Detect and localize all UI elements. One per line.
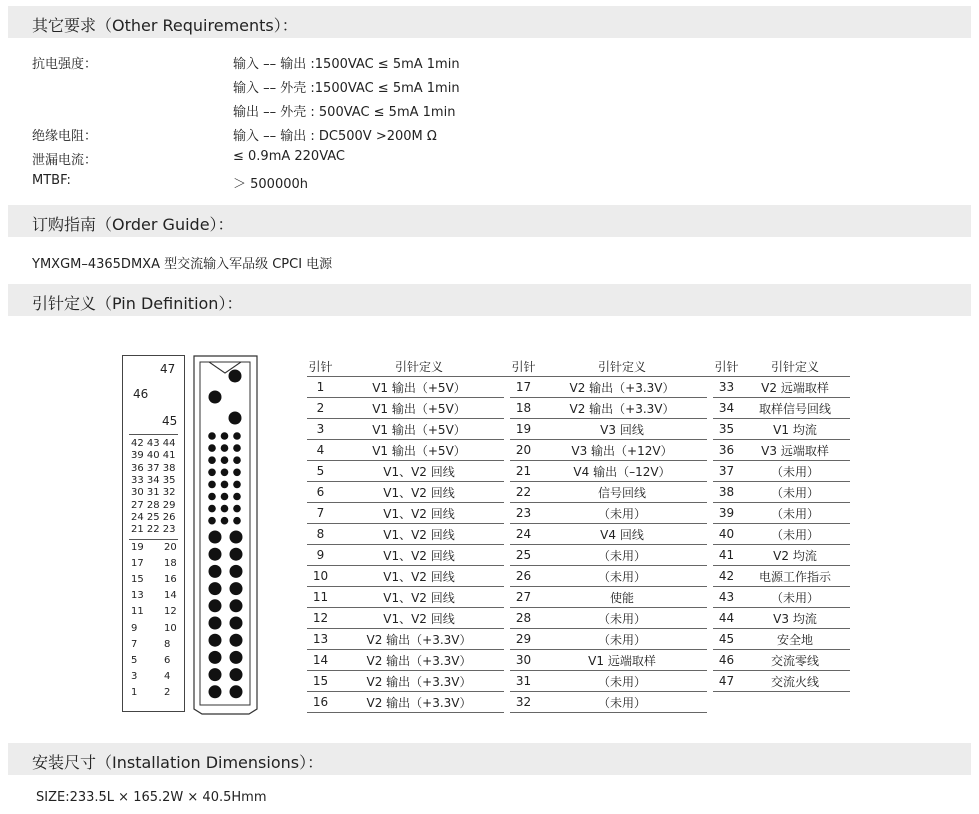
pin-definition-cell: （未用）: [740, 461, 850, 482]
pin-definition-cell: V2 输出（+3.3V）: [537, 398, 707, 419]
pin-definition-cell: 安全地: [740, 629, 850, 650]
pin-definition-cell: V2 输出（+3.3V）: [537, 377, 707, 398]
pin-definition-cell: （未用）: [537, 545, 707, 566]
requirement-value: 输出 –– 外壳 : 500VAC ≤ 5mA 1min: [233, 105, 456, 120]
table-row: [307, 629, 850, 650]
pin-definition-cell: 使能: [537, 587, 707, 608]
header-definition: 引针定义: [394, 360, 443, 374]
pin-number-cell: 25: [510, 545, 537, 566]
pin-dot-45: [229, 412, 242, 425]
pin-dot-large: [209, 634, 222, 647]
pin-number-cell: 2: [307, 398, 334, 419]
pin-dot-large: [209, 617, 222, 630]
pin-number-cell: 42: [713, 566, 740, 587]
pin-dot-small: [233, 493, 241, 501]
requirement-value: ≤ 0.9mA 220VAC: [233, 149, 346, 164]
pin-definition-cell: V1、V2 回线: [334, 503, 504, 524]
pin-definition-cell: V1 输出（+5V）: [334, 419, 504, 440]
pin-definition-cell: （未用）: [740, 587, 850, 608]
pin-number-cell: 24: [510, 524, 537, 545]
pin-definition-table: [307, 357, 850, 713]
large-pin-label-right: 16: [164, 574, 177, 586]
pin-dot-large: [209, 548, 222, 561]
chart-divider: [129, 434, 178, 435]
large-pin-label-left: 5: [131, 654, 138, 666]
pin-definition-cell: [740, 692, 850, 713]
table-row: [307, 398, 850, 419]
pin-dot-small: [233, 481, 241, 489]
pin-number-cell: 7: [307, 503, 334, 524]
pin-definition-cell: V1 远端取样: [537, 650, 707, 671]
large-pin-label-right: 20: [164, 542, 177, 553]
pin-number-cell: 23: [510, 503, 537, 524]
pin-number-cell: 1: [307, 377, 334, 398]
pin-definition-cell: V1 输出（+5V）: [334, 398, 504, 419]
pin-number-cell: 5: [307, 461, 334, 482]
large-pin-label-right: 12: [164, 606, 177, 618]
requirement-value: ＞ 500000h: [233, 177, 308, 192]
pin-definition-cell: （未用）: [537, 608, 707, 629]
pin-dot-small: [221, 517, 229, 525]
pin-dot-small: [208, 444, 216, 452]
pin-dot-small: [221, 456, 229, 464]
pin-number-cell: 41: [713, 545, 740, 566]
pin-definition-cell: 取样信号回线: [740, 398, 850, 419]
pin-definition-cell: （未用）: [537, 671, 707, 692]
large-pin-label-left: 7: [131, 638, 138, 650]
section-other-requirements: [8, 6, 971, 38]
pin-number-cell: 43: [713, 587, 740, 608]
pin-number-cell: 47: [713, 671, 740, 692]
pin-number-cell: 9: [307, 545, 334, 566]
pin-dot-small: [208, 456, 216, 464]
header-definition: 引针定义: [770, 360, 819, 374]
table-row: [307, 692, 850, 713]
pin-number-cell: 35: [713, 419, 740, 440]
pin-definition-cell: V2 输出（+3.3V）: [334, 650, 504, 671]
pin-dot-small: [208, 481, 216, 489]
section-order-guide: [8, 205, 971, 237]
pin-number-cell: 27: [510, 587, 537, 608]
header-pin: 引针: [511, 360, 536, 374]
header-pin: 引针: [308, 360, 333, 374]
pin-dot-small: [221, 469, 229, 477]
pin-dot-large: [209, 531, 222, 544]
pin-definition-cell: V3 回线: [537, 419, 707, 440]
pin-dot-large: [230, 599, 243, 612]
pin-number-cell: 33: [713, 377, 740, 398]
section-pin-definition: [8, 284, 971, 316]
pin-dot-large: [209, 651, 222, 664]
pin-dot-large: [230, 685, 243, 698]
pin-dot-small: [233, 469, 241, 477]
small-pin-row-label: 27 28 29: [131, 499, 176, 511]
small-pin-row-label: 39 40 41: [131, 450, 176, 462]
pin-number-cell: 39: [713, 503, 740, 524]
pin-number-cell: 11: [307, 587, 334, 608]
requirement-label: MTBF:: [32, 173, 71, 188]
pin-number-cell: 44: [713, 608, 740, 629]
pin-definition-cell: V1、V2 回线: [334, 587, 504, 608]
chart-divider: [129, 539, 178, 540]
pin-number-cell: 14: [307, 650, 334, 671]
order-model-text: YMXGM–4365DMXA 型交流输入军品级 CPCI 电源: [32, 257, 333, 272]
pin-dot-small: [208, 517, 216, 525]
large-pin-label-left: 17: [131, 558, 144, 570]
pin-definition-cell: 交流火线: [740, 671, 850, 692]
pin-definition-cell: V1、V2 回线: [334, 566, 504, 587]
pin-definition-cell: （未用）: [740, 482, 850, 503]
table-row: [307, 608, 850, 629]
table-row: [307, 377, 850, 398]
pin-number-cell: 15: [307, 671, 334, 692]
small-pin-row-label: 36 37 38: [131, 462, 176, 474]
pin-dot-small: [233, 505, 241, 513]
section-title: 安装尺寸（Installation Dimensions）：: [32, 753, 324, 772]
section-title: 引针定义（Pin Definition）：: [32, 294, 243, 313]
pin-number-cell: 29: [510, 629, 537, 650]
pin-dot-large: [209, 565, 222, 578]
connector-outline-svg: [193, 355, 258, 715]
pin-definition-cell: V1、V2 回线: [334, 461, 504, 482]
pin-number-cell: [713, 692, 740, 713]
pin-number-cell: 10: [307, 566, 334, 587]
pin-dot-large: [209, 668, 222, 681]
pin-definition-cell: V4 输出（–12V）: [537, 461, 707, 482]
pin-number-cell: 46: [713, 650, 740, 671]
pin-dot-large: [209, 599, 222, 612]
large-pin-label-right: 4: [164, 670, 171, 682]
pin-number-cell: 38: [713, 482, 740, 503]
pin-definition-cell: V1、V2 回线: [334, 608, 504, 629]
pin-dot-large: [209, 685, 222, 698]
pin-dot-large: [230, 634, 243, 647]
small-pin-row-label: 42 43 44: [131, 438, 176, 449]
pin-number-cell: 28: [510, 608, 537, 629]
pin-number-cell: 17: [510, 377, 537, 398]
pin-number-cell: 6: [307, 482, 334, 503]
section-title: 订购指南（Order Guide）：: [32, 215, 234, 234]
small-pin-row-label: 21 22 23: [131, 524, 176, 536]
pin-number-cell: 30: [510, 650, 537, 671]
pin-definition-cell: （未用）: [740, 524, 850, 545]
pin-dot-47: [229, 370, 242, 383]
pin-label-47: 47: [160, 362, 176, 376]
pin-dot-46: [209, 391, 222, 404]
pin-number-cell: 3: [307, 419, 334, 440]
pin-definition-cell: （未用）: [537, 566, 707, 587]
small-pin-row-label: 33 34 35: [131, 474, 176, 486]
pin-definition-cell: （未用）: [740, 503, 850, 524]
section-installation-dimensions: [8, 743, 971, 775]
pin-number-cell: 22: [510, 482, 537, 503]
pin-number-cell: 12: [307, 608, 334, 629]
large-pin-label-right: 14: [164, 590, 177, 602]
table-row: [307, 482, 850, 503]
pin-dot-small: [221, 444, 229, 452]
pin-number-cell: 4: [307, 440, 334, 461]
table-row: [307, 545, 850, 566]
pin-number-cell: 13: [307, 629, 334, 650]
pin-number-cell: 19: [510, 419, 537, 440]
pin-number-cell: 21: [510, 461, 537, 482]
pin-definition-cell: V3 均流: [740, 608, 850, 629]
pin-number-cell: 45: [713, 629, 740, 650]
connector-drawing: [193, 355, 258, 719]
section-title: 其它要求（Other Requirements）：: [32, 16, 298, 35]
requirement-value: 输入 –– 外壳 :1500VAC ≤ 5mA 1min: [233, 81, 460, 96]
pin-number-cell: 40: [713, 524, 740, 545]
pin-number-cell: 8: [307, 524, 334, 545]
size-text: SIZE:233.5L × 165.2W × 40.5Hmm: [36, 790, 267, 805]
pin-definition-cell: 信号回线: [537, 482, 707, 503]
table-row: [307, 566, 850, 587]
pin-number-cell: 20: [510, 440, 537, 461]
pin-dot-small: [208, 432, 216, 440]
large-pin-label-left: 19: [131, 542, 144, 553]
large-pin-label-right: 2: [164, 686, 171, 698]
pin-dot-small: [233, 517, 241, 525]
pin-dot-small: [221, 432, 229, 440]
pin-number-cell: 34: [713, 398, 740, 419]
pin-dot-small: [208, 493, 216, 501]
pin-number-cell: 16: [307, 692, 334, 713]
header-pin: 引针: [714, 360, 739, 374]
table-row: [307, 671, 850, 692]
large-pin-label-right: 8: [164, 638, 171, 650]
table-row: [307, 503, 850, 524]
pin-dot-small: [233, 432, 241, 440]
pin-definition-cell: V1 输出（+5V）: [334, 440, 504, 461]
pin-number-chart: [122, 355, 185, 712]
table-row: [307, 440, 850, 461]
pin-definition-cell: （未用）: [537, 692, 707, 713]
pin-definition-cell: （未用）: [537, 629, 707, 650]
table-row: [307, 524, 850, 545]
table-row: [307, 461, 850, 482]
pin-definition-cell: V3 输出（+12V）: [537, 440, 707, 461]
pin-dot-small: [221, 481, 229, 489]
large-pin-label-left: 13: [131, 590, 144, 602]
pin-number-cell: 32: [510, 692, 537, 713]
pin-definition-cell: V3 远端取样: [740, 440, 850, 461]
pin-definition-cell: V2 输出（+3.3V）: [334, 629, 504, 650]
pin-dot-small: [208, 505, 216, 513]
pin-definition-cell: V1、V2 回线: [334, 482, 504, 503]
pin-dot-small: [208, 469, 216, 477]
pin-dot-small: [221, 493, 229, 501]
requirement-label: 泄漏电流：: [32, 153, 98, 168]
large-pin-label-left: 9: [131, 622, 138, 634]
pin-dot-large: [230, 582, 243, 595]
pin-number-cell: 26: [510, 566, 537, 587]
large-pin-label-left: 15: [131, 574, 144, 586]
pin-definition-cell: V4 回线: [537, 524, 707, 545]
small-pin-row-label: 24 25 26: [131, 511, 176, 523]
pin-label-45: 45: [162, 414, 178, 428]
pin-dot-small: [233, 444, 241, 452]
table-header-row: [307, 357, 850, 377]
pin-dot-large: [230, 531, 243, 544]
small-pin-row-label: 30 31 32: [131, 487, 176, 499]
pin-number-cell: 36: [713, 440, 740, 461]
requirement-label: 绝缘电阻：: [32, 129, 98, 144]
pin-dot-small: [233, 456, 241, 464]
pin-definition-cell: （未用）: [537, 503, 707, 524]
pin-definition-cell: V2 输出（+3.3V）: [334, 671, 504, 692]
pin-dot-large: [230, 651, 243, 664]
pin-dot-large: [230, 565, 243, 578]
pin-definition-cell: 电源工作指示: [740, 566, 850, 587]
table-row: [307, 650, 850, 671]
pin-dot-large: [230, 617, 243, 630]
pin-definition-cell: 交流零线: [740, 650, 850, 671]
pin-definition-cell: V2 远端取样: [740, 377, 850, 398]
large-pin-label-right: 6: [164, 654, 171, 666]
large-pin-label-left: 11: [131, 606, 144, 618]
requirement-label: 抗电强度：: [32, 57, 98, 72]
table-row: [307, 419, 850, 440]
large-pin-label-left: 1: [131, 686, 138, 698]
header-definition: 引针定义: [597, 360, 646, 374]
pin-label-46: 46: [133, 387, 149, 401]
pin-dot-large: [230, 668, 243, 681]
large-pin-label-left: 3: [131, 670, 138, 682]
pin-definition-cell: V1 输出（+5V）: [334, 377, 504, 398]
pin-definition-cell: V1、V2 回线: [334, 524, 504, 545]
large-pin-label-right: 10: [164, 622, 177, 634]
requirement-value: 输入 –– 输出 : DC500V >200M Ω: [233, 129, 437, 144]
pin-definition-cell: V1 均流: [740, 419, 850, 440]
pin-definition-cell: V2 均流: [740, 545, 850, 566]
pin-dot-large: [230, 548, 243, 561]
table-row: [307, 587, 850, 608]
pin-number-cell: 31: [510, 671, 537, 692]
pin-number-cell: 37: [713, 461, 740, 482]
pin-definition-cell: V1、V2 回线: [334, 545, 504, 566]
pin-dot-small: [221, 505, 229, 513]
pin-definition-cell: V2 输出（+3.3V）: [334, 692, 504, 713]
large-pin-label-right: 18: [164, 558, 177, 570]
pin-dot-large: [209, 582, 222, 595]
requirement-value: 输入 –– 输出 :1500VAC ≤ 5mA 1min: [233, 57, 460, 72]
pin-number-cell: 18: [510, 398, 537, 419]
